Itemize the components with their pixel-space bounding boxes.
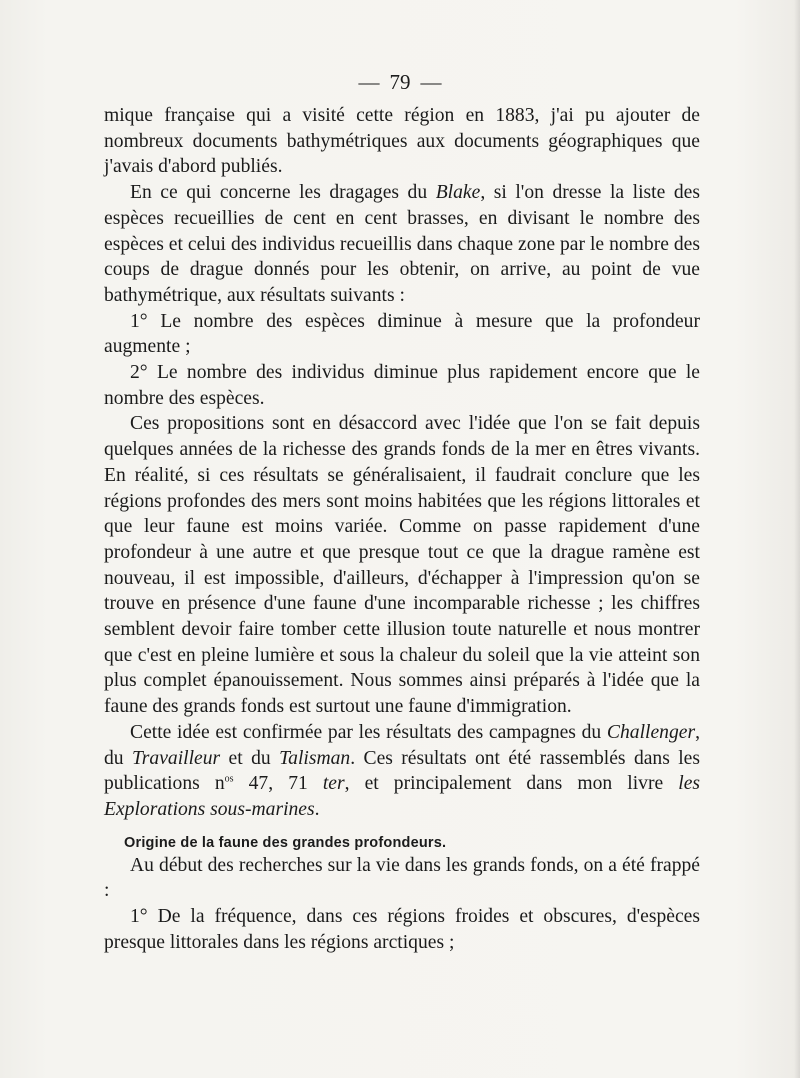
p6-text-a: Cette idée est confirmée par les résultats des campagnes du (130, 721, 607, 743)
paragraph-continuation: mique française qui a visité cette région en 1883, j'ai pu ajouter de nombreux documents bathymétriques aux documents géographiques que j'avais d'abord publiés. (104, 105, 700, 178)
ship-name-challenger: Challenger (606, 721, 696, 743)
body-text (104, 103, 700, 956)
p6-text-g: . (314, 798, 320, 820)
book-title: les Explorations sous-marines (104, 773, 701, 820)
result-item-1: 1° Le nombre des espèces diminue à mesure que la profondeur augmente ; (104, 310, 700, 358)
p6-text-d: . Ces résultats ont été rassemblés dans les publications n (104, 747, 701, 795)
paragraph-confirmation (104, 720, 700, 823)
page-number (0, 70, 800, 95)
ship-name-blake: Blake (435, 182, 481, 204)
p6-text-f: , et principalement dans mon livre (344, 773, 679, 795)
folio-dash-right: — (420, 70, 442, 94)
p6-text-b: , du (104, 721, 700, 769)
ship-name-travailleur: Travailleur (131, 747, 221, 769)
p2-text-pre: En ce qui concerne les dragages du (130, 182, 436, 204)
p6-text-c: et du (220, 747, 280, 769)
numero-superscript: os (224, 773, 234, 785)
finding-item-1: 1° De la fréquence, dans ces régions froides et obscures, d'espèces presque littorales dans les régions arctiques ; (104, 906, 700, 953)
paragraph-propositions: Ces propositions sont en désaccord avec l'idée que l'on se fait depuis quelques années de la richesse des grands fonds de la mer en êtres vivants. En réalité, si ces résultats se généralisaient, il faudrait conclure que les régions profondes des mers sont moins habitées que les régions littorales et que leur faune est moins variée. Comme on passe rapidement d'une profondeur à une autre et que presque tout ce que la drague ramène est nouveau, il est impossible, d'ailleurs, d'échapper à l'impression qu'on se trouve en présence d'une faune d'une incomparable richesse ; les chiffres semblent devoir faire tomber cette illusion toute naturelle et nous montrer que c'est en pleine lumière et sous la chaleur du soleil que la vie atteint son plus complet épanouissement. Nous sommes ainsi préparés à l'idée que la faune des grands fonds est surtout une faune d'immigration. (104, 413, 700, 718)
p2-text-post: , si l'on dresse la liste des espèces recueillies de cent en cent brasses, en divisant le nombre des espèces et celui des individus recueillis dans chaque zone par le nombre des coups de drague donnés pour les obtenir, on arrive, au point de vue bathymétrique, aux résultats suivants : (104, 182, 700, 306)
result-item-2: 2° Le nombre des individus diminue plus rapidement encore que le nombre des espèces. (104, 362, 700, 409)
paragraph-early-research: Au début des recherches sur la vie dans les grands fonds, on a été frappé : (104, 854, 700, 902)
section-heading: Origine de la faune des grandes profondeurs. (124, 834, 447, 851)
ter-italic: ter (322, 773, 345, 795)
folio-dash-left: — (358, 70, 380, 94)
folio-number: 79 (389, 70, 411, 94)
paragraph-blake-dredging (104, 180, 700, 309)
p6-text-e: 47, 71 (233, 773, 323, 795)
ship-name-talisman: Talisman (279, 747, 351, 769)
page-edge-shadow (794, 0, 800, 1078)
